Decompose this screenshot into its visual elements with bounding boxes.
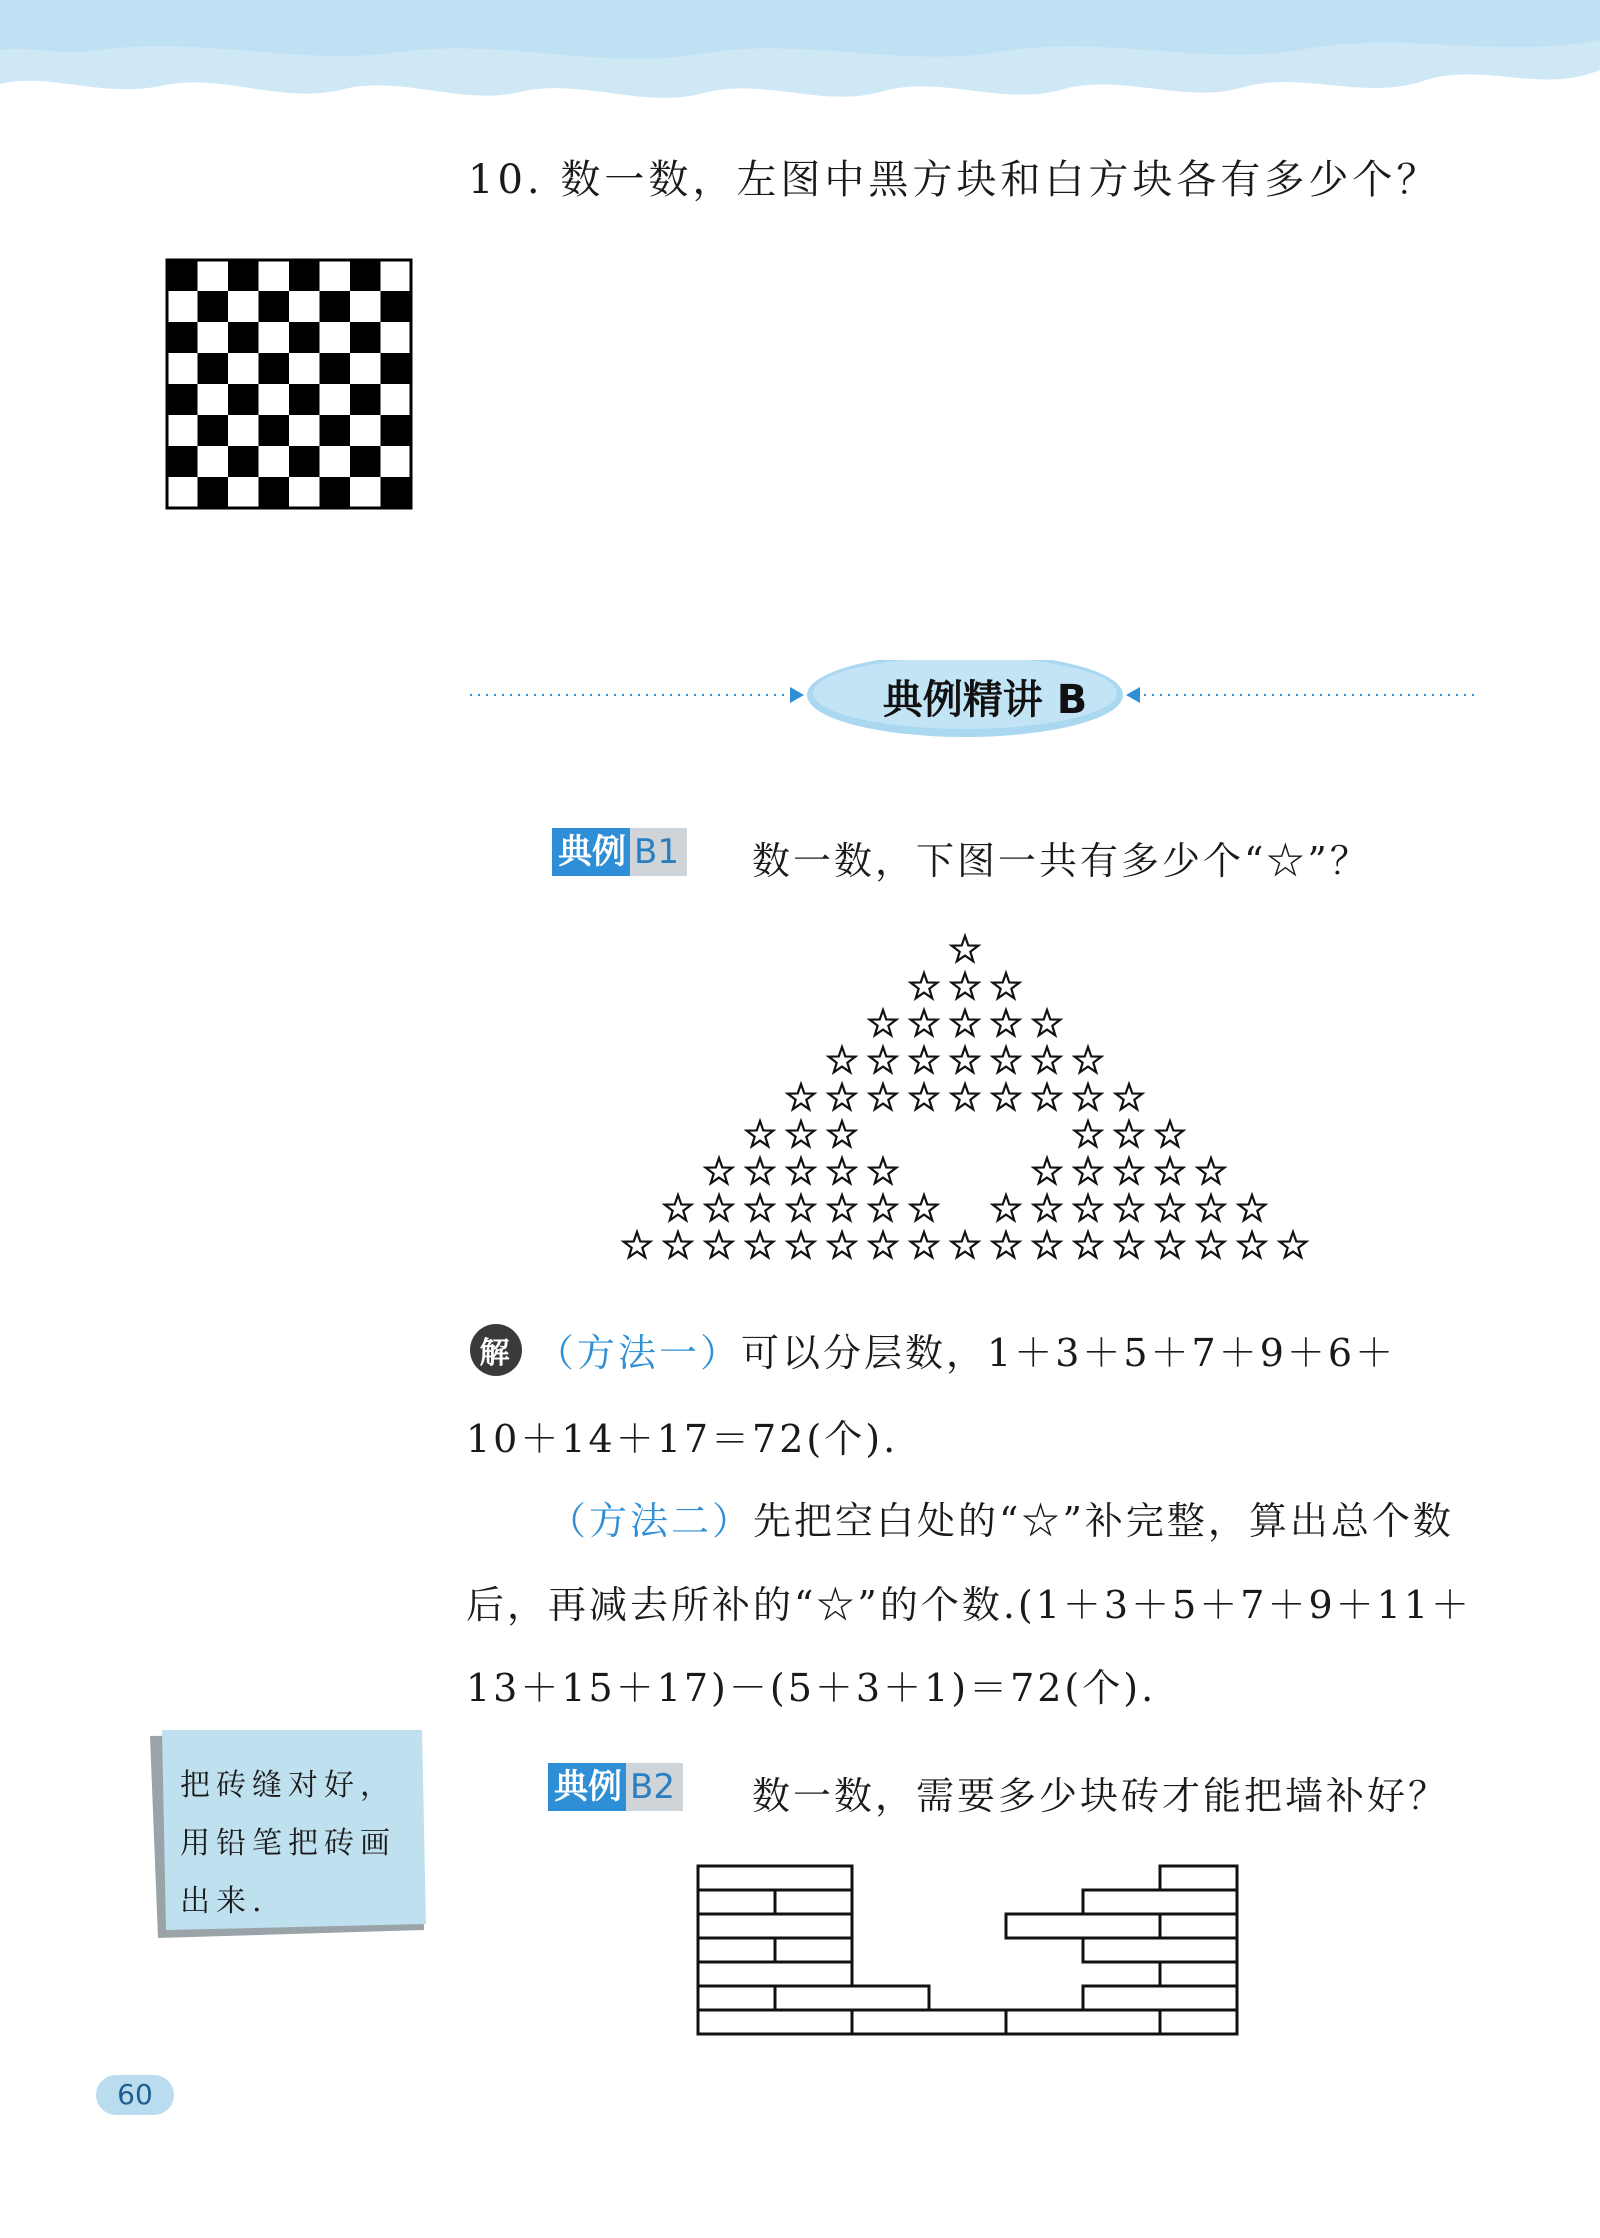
white-square bbox=[320, 260, 351, 291]
top-banner bbox=[0, 0, 1600, 110]
star-icon bbox=[952, 1232, 979, 1257]
black-square bbox=[350, 384, 381, 415]
white-square bbox=[320, 322, 351, 353]
brick bbox=[775, 1938, 852, 1962]
white-square bbox=[259, 260, 290, 291]
star-icon bbox=[952, 973, 979, 998]
star-icon bbox=[706, 1158, 733, 1183]
black-square bbox=[381, 353, 412, 384]
white-square bbox=[228, 415, 259, 446]
star-icon bbox=[1075, 1084, 1102, 1109]
star-icon bbox=[1157, 1121, 1184, 1146]
white-square bbox=[198, 260, 229, 291]
brick bbox=[698, 1938, 775, 1962]
star-icon bbox=[1075, 1158, 1102, 1183]
star-icon bbox=[952, 1084, 979, 1109]
star-icon bbox=[1034, 1010, 1061, 1035]
star-icon bbox=[829, 1158, 856, 1183]
page-number: 60 bbox=[96, 2075, 174, 2115]
star-icon bbox=[1116, 1121, 1143, 1146]
black-square bbox=[289, 260, 320, 291]
black-square bbox=[259, 291, 290, 322]
star-icon bbox=[1116, 1084, 1143, 1109]
star-icon bbox=[870, 1195, 897, 1220]
brick bbox=[852, 2010, 1006, 2034]
tip-line-2: 用铅笔把砖画 bbox=[180, 1826, 396, 1861]
white-square bbox=[198, 384, 229, 415]
star-icon bbox=[747, 1232, 774, 1257]
white-square bbox=[381, 260, 412, 291]
white-square bbox=[289, 291, 320, 322]
star-icon bbox=[1075, 1121, 1102, 1146]
white-square bbox=[228, 477, 259, 508]
white-square bbox=[381, 446, 412, 477]
black-square bbox=[289, 446, 320, 477]
white-square bbox=[259, 322, 290, 353]
brick bbox=[698, 1866, 852, 1890]
tip-line-3: 出来. bbox=[180, 1884, 268, 1919]
black-square bbox=[259, 353, 290, 384]
star-icon bbox=[911, 1232, 938, 1257]
solution-line-3 bbox=[548, 1490, 1454, 1545]
star-icon bbox=[1034, 1232, 1061, 1257]
brick bbox=[1160, 1962, 1237, 1986]
star-icon bbox=[870, 1084, 897, 1109]
star-icon bbox=[870, 1010, 897, 1035]
brick bbox=[1160, 2010, 1237, 2034]
star-icon bbox=[747, 1158, 774, 1183]
method-1-label: （方法一） bbox=[536, 1331, 742, 1375]
brick bbox=[1160, 1866, 1237, 1890]
star-icon bbox=[1280, 1232, 1307, 1257]
black-square bbox=[350, 260, 381, 291]
star-icon bbox=[788, 1084, 815, 1109]
solution-line-4: 后，再减去所补的“☆”的个数.(1＋3＋5＋7＋9＋11＋ bbox=[466, 1583, 1472, 1627]
star-triangle-figure bbox=[610, 928, 1320, 1268]
star-icon bbox=[911, 1047, 938, 1072]
black-square bbox=[320, 415, 351, 446]
star-icon bbox=[911, 1010, 938, 1035]
white-square bbox=[167, 477, 198, 508]
star-icon bbox=[1157, 1195, 1184, 1220]
star-icon bbox=[829, 1121, 856, 1146]
star-icon bbox=[911, 1084, 938, 1109]
black-square bbox=[350, 322, 381, 353]
star-icon bbox=[993, 973, 1020, 998]
star-icon bbox=[1075, 1195, 1102, 1220]
black-square bbox=[228, 446, 259, 477]
star-icon bbox=[993, 1195, 1020, 1220]
star-icon bbox=[747, 1121, 774, 1146]
star-icon bbox=[1198, 1232, 1225, 1257]
brick bbox=[1083, 1890, 1237, 1914]
white-square bbox=[259, 446, 290, 477]
star-icon bbox=[993, 1010, 1020, 1035]
black-square bbox=[381, 415, 412, 446]
star-icon bbox=[952, 1010, 979, 1035]
star-icon bbox=[870, 1232, 897, 1257]
brick bbox=[1160, 1914, 1237, 1938]
star-icon bbox=[1034, 1158, 1061, 1183]
brick bbox=[1006, 1914, 1160, 1938]
star-icon bbox=[665, 1232, 692, 1257]
white-square bbox=[350, 415, 381, 446]
star-icon bbox=[829, 1084, 856, 1109]
star-icon bbox=[788, 1121, 815, 1146]
star-icon bbox=[1116, 1195, 1143, 1220]
star-icon bbox=[747, 1195, 774, 1220]
example-b1-question: 数一数，下图一共有多少个“☆”？ bbox=[752, 839, 1371, 883]
white-square bbox=[167, 353, 198, 384]
star-icon bbox=[993, 1047, 1020, 1072]
black-square bbox=[167, 260, 198, 291]
black-square bbox=[198, 415, 229, 446]
brick bbox=[698, 2010, 852, 2034]
star-icon bbox=[1034, 1047, 1061, 1072]
star-icon bbox=[1239, 1195, 1266, 1220]
white-square bbox=[198, 322, 229, 353]
white-square bbox=[350, 477, 381, 508]
brick bbox=[775, 1986, 929, 2010]
star-icon bbox=[706, 1232, 733, 1257]
star-icon bbox=[1034, 1084, 1061, 1109]
black-square bbox=[381, 477, 412, 508]
star-icon bbox=[870, 1158, 897, 1183]
example-tag-label: 典例 bbox=[548, 1763, 626, 1811]
white-square bbox=[350, 291, 381, 322]
black-square bbox=[320, 353, 351, 384]
brick bbox=[698, 1986, 775, 2010]
black-square bbox=[381, 291, 412, 322]
white-square bbox=[167, 415, 198, 446]
star-icon bbox=[829, 1047, 856, 1072]
black-square bbox=[167, 446, 198, 477]
star-icon bbox=[911, 973, 938, 998]
star-icon bbox=[1157, 1158, 1184, 1183]
white-square bbox=[259, 384, 290, 415]
white-square bbox=[320, 384, 351, 415]
black-square bbox=[167, 322, 198, 353]
star-icon bbox=[829, 1232, 856, 1257]
star-icon bbox=[993, 1232, 1020, 1257]
star-icon bbox=[624, 1232, 651, 1257]
black-square bbox=[289, 322, 320, 353]
checkerboard-figure bbox=[165, 258, 413, 510]
white-square bbox=[228, 353, 259, 384]
black-square bbox=[198, 353, 229, 384]
solution-line-5: 13＋15＋17)－(5＋3＋1)＝72(个). bbox=[466, 1666, 1157, 1710]
white-square bbox=[320, 446, 351, 477]
star-icon bbox=[1075, 1047, 1102, 1072]
white-square bbox=[289, 353, 320, 384]
star-icon bbox=[1116, 1158, 1143, 1183]
black-square bbox=[228, 322, 259, 353]
brick bbox=[1083, 1986, 1237, 2010]
black-square bbox=[289, 384, 320, 415]
example-tag-number: B2 bbox=[626, 1763, 683, 1811]
star-icon bbox=[1239, 1232, 1266, 1257]
white-square bbox=[350, 353, 381, 384]
star-icon bbox=[1198, 1195, 1225, 1220]
star-icon bbox=[1075, 1232, 1102, 1257]
white-square bbox=[167, 291, 198, 322]
solution-line-2: 10＋14＋17＝72(个). bbox=[466, 1417, 899, 1461]
black-square bbox=[320, 291, 351, 322]
example-b1-tag bbox=[552, 828, 687, 876]
example-tag-number: B1 bbox=[630, 828, 687, 876]
black-square bbox=[350, 446, 381, 477]
star-icon bbox=[1157, 1232, 1184, 1257]
star-icon bbox=[829, 1195, 856, 1220]
star-icon bbox=[952, 936, 979, 961]
example-tag-label: 典例 bbox=[552, 828, 630, 876]
white-square bbox=[289, 477, 320, 508]
star-icon bbox=[1198, 1158, 1225, 1183]
star-icon bbox=[788, 1195, 815, 1220]
example-b2-tag bbox=[548, 1763, 683, 1811]
solution-badge: 解 bbox=[470, 1324, 522, 1376]
solution-line-1 bbox=[470, 1322, 1396, 1377]
star-icon bbox=[788, 1232, 815, 1257]
star-icon bbox=[1116, 1232, 1143, 1257]
brick bbox=[698, 1914, 852, 1938]
black-square bbox=[259, 477, 290, 508]
star-icon bbox=[993, 1084, 1020, 1109]
brick bbox=[775, 1890, 852, 1914]
solution-text-3: 先把空白处的“☆”补完整，算出总个数 bbox=[753, 1499, 1454, 1543]
section-title: 典例精讲 B bbox=[882, 677, 1088, 723]
star-icon bbox=[788, 1158, 815, 1183]
black-square bbox=[228, 384, 259, 415]
white-square bbox=[228, 291, 259, 322]
black-square bbox=[259, 415, 290, 446]
question-10-text: 10. 数一数，左图中黑方块和白方块各有多少个？ bbox=[468, 157, 1441, 203]
star-icon bbox=[665, 1195, 692, 1220]
brick bbox=[698, 1962, 852, 1986]
star-icon bbox=[706, 1195, 733, 1220]
black-square bbox=[167, 384, 198, 415]
black-square bbox=[198, 477, 229, 508]
black-square bbox=[320, 477, 351, 508]
white-square bbox=[381, 384, 412, 415]
star-icon bbox=[1034, 1195, 1061, 1220]
solution-text-1: 可以分层数，1＋3＋5＋7＋9＋6＋ bbox=[741, 1331, 1397, 1375]
tip-line-1: 把砖缝对好， bbox=[180, 1768, 396, 1803]
white-square bbox=[198, 446, 229, 477]
star-icon bbox=[952, 1047, 979, 1072]
black-square bbox=[198, 291, 229, 322]
white-square bbox=[289, 415, 320, 446]
black-square bbox=[228, 260, 259, 291]
brick-wall-figure bbox=[690, 1862, 1252, 2042]
star-icon bbox=[870, 1047, 897, 1072]
method-2-label: （方法二） bbox=[548, 1499, 754, 1543]
brick bbox=[1006, 2010, 1160, 2034]
white-square bbox=[381, 322, 412, 353]
star-icon bbox=[911, 1195, 938, 1220]
brick bbox=[1083, 1938, 1237, 1962]
example-b2-question: 数一数，需要多少块砖才能把墙补好？ bbox=[752, 1774, 1450, 1818]
brick bbox=[698, 1890, 775, 1914]
